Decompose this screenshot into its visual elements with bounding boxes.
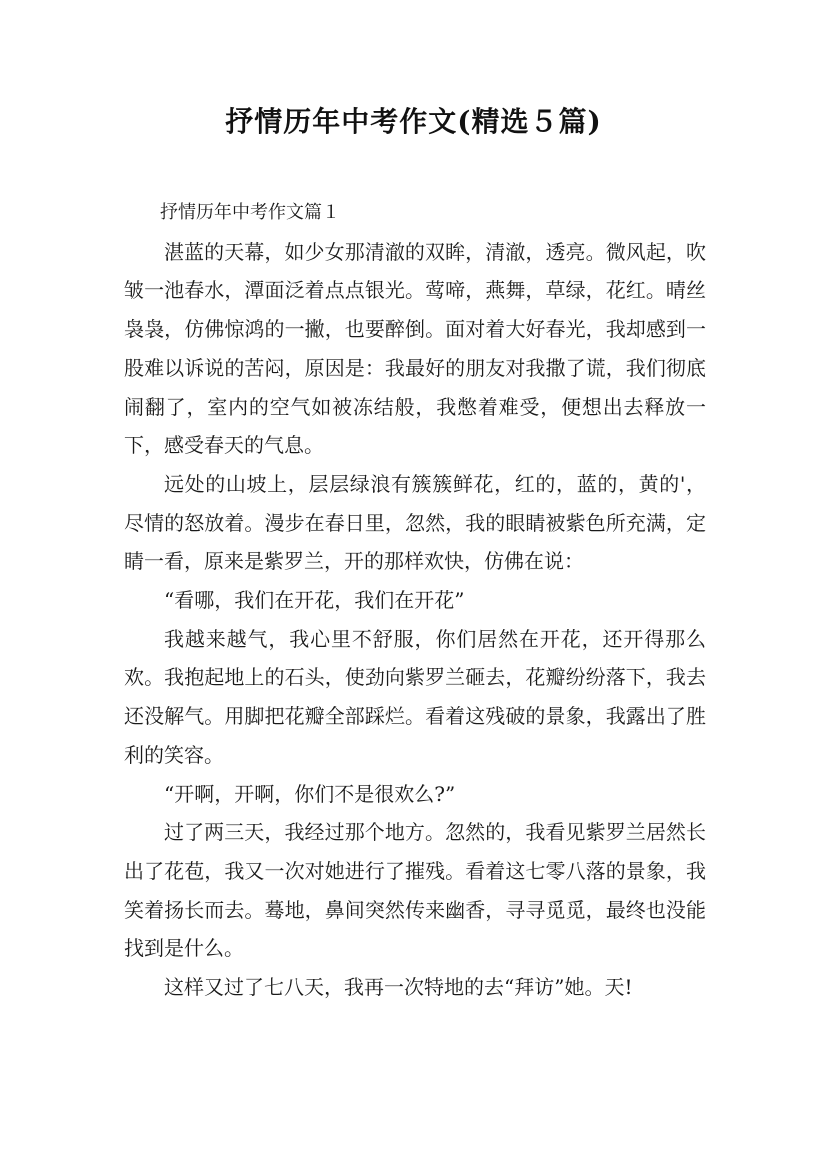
- paragraph: 这样又过了七八天，我再一次特地的去“拜访”她。天!: [164, 975, 633, 1000]
- document-title: 抒情历年中考作文(精选５篇): [225, 105, 602, 138]
- paragraph: 我越来越气，我心里不舒服，你们居然在开花，还开得那么欢。我抱起地上的石头，使劲向紫罗兰砸去，花瓣纷纷落下，我去还没解气。用脚把花瓣全部踩烂。看着这残破的景象，我露出了胜利的笑容。: [124, 626, 706, 767]
- paragraph: 远处的山坡上，层层绿浪有簇簇鲜花，红的，蓝的，黄的'，尽情的怒放着。漫步在春日里，忽然，我的眼睛被紫色所充满，定睛一看，原来是紫罗兰，开的那样欢快，仿佛在说：: [124, 471, 706, 574]
- quote-paragraph: “开啊，开啊，你们不是很欢么?”: [164, 781, 456, 806]
- quote-paragraph: “看哪，我们在开花，我们在开花”: [164, 588, 465, 613]
- paragraph: 过了两三天，我经过那个地方。忽然的，我看见紫罗兰居然长出了花苞，我又一次对她进行了摧残。看着这七零八落的景象，我笑着扬长而去。蓦地，鼻间突然传来幽香，寻寻觅觅，最终也没能找到是什么。: [124, 820, 706, 961]
- paragraph: 湛蓝的天幕，如少女那清澈的双眸，清澈，透亮。微风起，吹皱一池春水，潭面泛着点点银光。莺啼，燕舞，草绿，花红。晴丝袅袅，仿佛惊鸿的一撇，也要醉倒。面对着大好春光，我却感到一股难以诉说的苦闷，原因是：我最好的朋友对我撒了谎，我们彻底闹翻了，室内的空气如被冻结般，我憋着难受，便想出去释放一下，感受春天的气息。: [124, 239, 706, 458]
- section-heading: 抒情历年中考作文篇１: [160, 202, 340, 223]
- document-body: [124, 194, 706, 1007]
